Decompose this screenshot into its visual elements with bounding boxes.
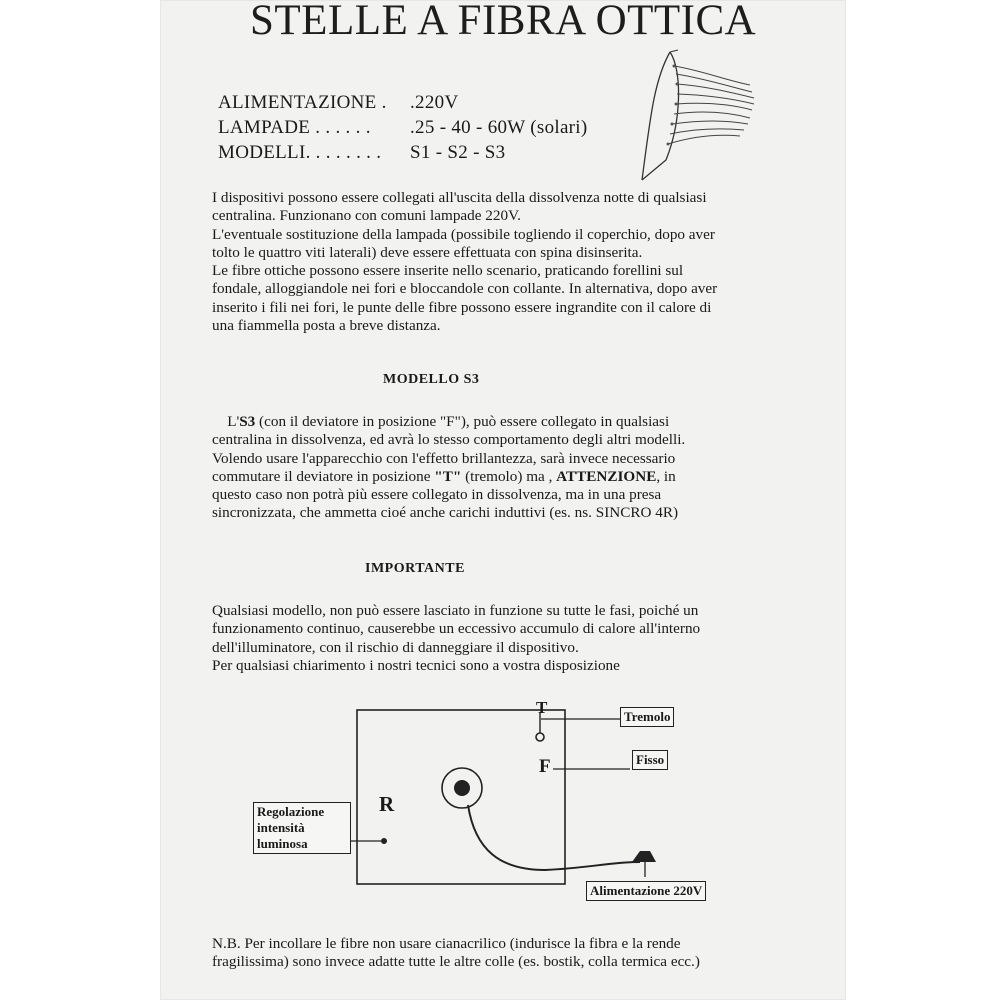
- text-line: I dispositivi possono essere collegati all'uscita della dissolvenza notte di qualsiasi: [212, 189, 707, 206]
- text-span: (con il deviatore in posizione "F"), può essere collegato in qualsiasi: [255, 413, 670, 430]
- switch-label-f: F: [539, 756, 551, 777]
- spec-label: LAMPADE . . . . . .: [218, 117, 371, 138]
- power-plug: [632, 851, 656, 862]
- nb-paragraph: [212, 935, 808, 972]
- switch-label-t: T: [536, 698, 548, 717]
- lamp-socket-center: [454, 780, 470, 796]
- text-line: inserito i fili nei fori, le punte delle fibre possono essere ingrandite con il calore di: [212, 298, 712, 316]
- switch-position-t: "T": [434, 467, 462, 485]
- document-title: STELLE A FIBRA OTTICA: [250, 0, 757, 44]
- text-line: sincronizzata, che ammetta cioé anche carichi induttivi (es. ns. SINCRO 4R): [212, 504, 679, 522]
- spec-value: .220V: [410, 92, 459, 113]
- text-line: L'eventuale sostituzione della lampada (possibile togliendo il coperchio, dopo aver: [212, 225, 715, 243]
- regolazione-knob: [381, 838, 387, 844]
- text-line: N.B. Per incollare le fibre non usare cianacrilico (indurisce la fibra e la rende: [212, 935, 681, 952]
- spec-value: .25 - 40 - 60W (solari): [410, 117, 588, 138]
- text-span: , in: [656, 467, 676, 485]
- fisso-label: Fisso: [632, 750, 668, 770]
- text-line: Qualsiasi modello, non può essere lasciato in funzione su tutte le fasi, poiché un: [212, 602, 699, 619]
- importante-heading: IMPORTANTE: [365, 561, 465, 576]
- text-line: Volendo usare l'apparecchio con l'effetto brillantezza, sarà invece necessario: [212, 449, 676, 467]
- modello-s3-heading: MODELLO S3: [383, 372, 480, 387]
- spec-value: S1 - S2 - S3: [410, 142, 506, 163]
- power-cable: [468, 805, 640, 870]
- alimentazione-label: Alimentazione 220V: [586, 881, 706, 901]
- text-line: Per qualsiasi chiarimento i nostri tecnici sono a vostra disposizione: [212, 656, 620, 674]
- text-span: L': [227, 413, 240, 430]
- text-line: Le fibre ottiche possono essere inserite nello scenario, praticando forellini sul: [212, 262, 684, 280]
- regolazione-label-r: R: [379, 792, 395, 816]
- text-line: centralina in dissolvenza, ed avrà lo stesso comportamento degli altri modelli.: [212, 431, 686, 449]
- text-line: dell'illuminatore, con il rischio di danneggiare il dispositivo.: [212, 638, 579, 656]
- regolazione-label: [253, 802, 351, 854]
- text-line: una fiammella posta a breve distanza.: [212, 317, 441, 335]
- text-line: questo caso non potrà più essere collegato in dissolvenza, ma in una presa: [212, 486, 662, 504]
- text-line: centralina. Funzionano con comuni lampade 220V.: [212, 207, 521, 225]
- text-line: fragilissima) sono invece adatte tutte le altre colle (es. bostik, colla termica ecc.): [212, 953, 700, 971]
- label-line: intensità: [257, 820, 305, 835]
- label-line: luminosa: [257, 836, 308, 851]
- spec-label: MODELLI. . . . . . . .: [218, 142, 382, 163]
- text-line: tolto le quattro viti laterali) deve essere effettuata con spina disinserita.: [212, 243, 643, 261]
- attention-word: ATTENZIONE: [556, 467, 657, 485]
- label-line: Regolazione: [257, 804, 325, 819]
- tremolo-label: Tremolo: [620, 707, 674, 727]
- model-name: S3: [239, 413, 256, 430]
- text-span: commutare il deviatore in posizione: [212, 467, 435, 485]
- text-line: fondale, alloggiandole nei fori e bloccandole con collante. In alternativa, dopo aver: [212, 280, 718, 298]
- text-span: (tremolo) ma ,: [461, 467, 557, 485]
- spec-label: ALIMENTAZIONE .: [218, 92, 387, 113]
- text-line: funzionamento continuo, causerebbe un eccessivo accumulo di calore all'interno: [212, 620, 701, 638]
- switch-contact: [536, 733, 544, 741]
